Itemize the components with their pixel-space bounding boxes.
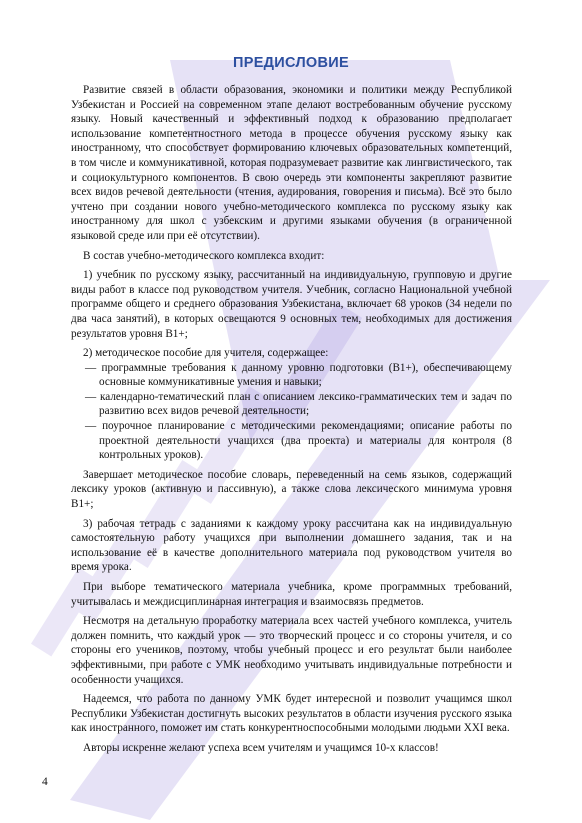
paragraph-teacher-note: Несмотря на детальную проработку материала всех частей учебного комплекса, учитель должен помнить, что каждый урок — это творческий процесс и со стороны учителя, и со стороны его учеников, поэтому, чтобы учебный процесс и его результат были наиболее эффективными, при работе с УМК необходимо учитывать индивидуальные потребности и особенности учащихся. bbox=[71, 615, 512, 686]
document-body bbox=[71, 83, 512, 761]
guide-contents-list bbox=[71, 361, 512, 463]
paragraph-methodical-guide: 2) методическое пособие для учителя, содержащее: bbox=[83, 347, 329, 360]
page-title: ПРЕДИСЛОВИЕ bbox=[233, 55, 349, 71]
page-number: 4 bbox=[42, 776, 48, 788]
list-item: — программные требования к данному уровню подготовки (В1+), обеспечивающему основные коммуникативные умения и навыки; bbox=[85, 361, 512, 389]
paragraph-textbook: 1) учебник по русскому языку, рассчитанный на индивидуальную, групповую и другие виды работ в классе под руководством учителя. Учебник, согласно Национальной учебной программе общего и среднего образования Узбекистана, включает 68 уроков (34 недели по два часа занятий), в которых освещаются 9 основных тем, необходимых для достижения результатов уровня В1+; bbox=[71, 269, 512, 340]
paragraph-wishes: Авторы искренне желают успеха всем учителям и учащимся 10-х классов! bbox=[83, 741, 439, 754]
paragraph-hope: Надеемся, что работа по данному УМК будет интересной и позволит учащимся школ Республики Узбекистан достигнуть высоких результатов в области изучения русского языка как иностранного, поможет им стать конкурентноспособными молодыми людьми XXI века. bbox=[71, 693, 512, 735]
paragraph-intro: Развитие связей в области образования, экономики и политики между Республикой Узбекистан и Россией на современном этапе делают востребованным обучение русскому языку. Новый качественный и эффективный подход к образованию предполагает использование компетентностного метода в процессе обучения русскому языку как иностранному, что способствует формированию ключевых образовательных компетенций, в том числе и коммуникативной, которая подразумевает развитие как лингвистического, так и социокультурного компонентов. В свою очередь эти компоненты закрепляют развитие всех видов речевой деятельности (чтения, аудирования, говорения и письма). Всё это было учтено при создании нового учебно-методического комплекса по русскому языку как иностранному для школ с узбекским и другими языками обучения (в ограниченной языковой среде или при её отсутствии). bbox=[71, 84, 512, 242]
paragraph-dictionary: Завершает методическое пособие словарь, переведенный на семь языков, содержащий лексику уроков (активную и пассивную), а также слова лексического минимума уровня В1+; bbox=[71, 468, 512, 511]
paragraph-workbook: 3) рабочая тетрадь с заданиями к каждому уроку рассчитана как на индивидуальную самостоятельную работу учащихся при выполнении домашнего задания, так и на использование её в качестве дополнительного материала под руководством учителя во время урока. bbox=[71, 517, 512, 574]
paragraph-material-selection: При выборе тематического материала учебника, кроме программных требований, учитывалась и междисциплинарная интеграция и взаимосвязь предметов. bbox=[71, 581, 512, 608]
paragraph-composition: В состав учебно-методического комплекса входит: bbox=[83, 249, 325, 262]
list-item: — поурочное планирование с методическими рекомендациями; описание работы по проектной деятельности учащихся (два проекта) и материалы для контроля (8 контрольных уроков). bbox=[85, 420, 512, 462]
list-item: — календарно-тематический план с описанием лексико-грамматических тем и задач по развитию всех видов речевой деятельности; bbox=[85, 390, 512, 418]
